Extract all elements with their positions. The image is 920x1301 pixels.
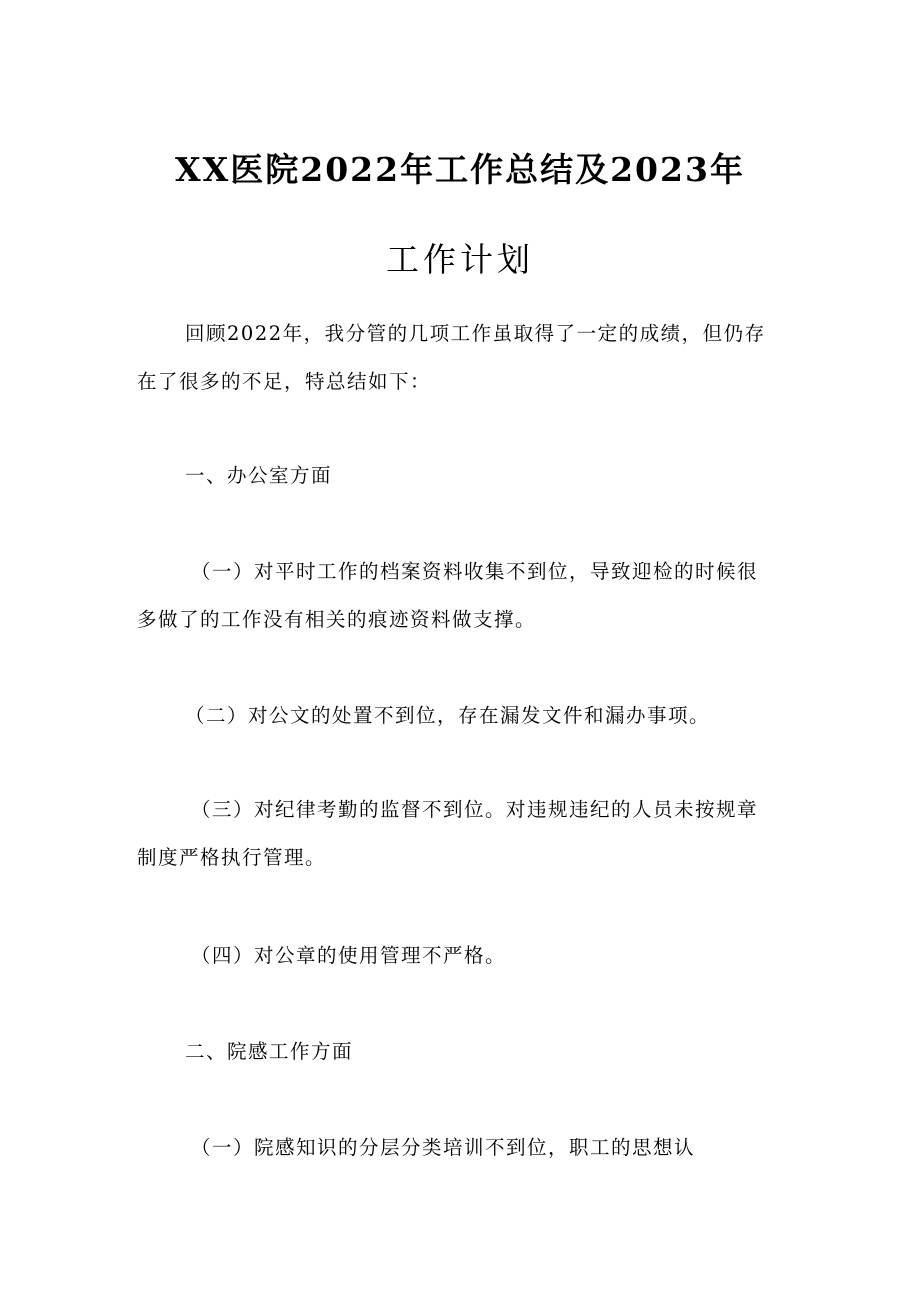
paragraph-line: 多做了的工作没有相关的痕迹资料做支撑。 [137, 608, 537, 631]
document-title-line-2: 工作计划 [386, 240, 534, 279]
paragraph-line: （一）对平时工作的档案资料收集不到位，导致迎检的时候很 [191, 560, 759, 583]
section-heading-office [137, 452, 787, 500]
paragraph-line: 制度严格执行管理。 [137, 846, 327, 869]
paragraph-line: （三）对纪律考勤的监督不到位。对违规违纪的人员未按规章 [191, 798, 759, 821]
section-heading-infection-control [137, 1028, 787, 1076]
heading-line: 一、办公室方面 [185, 464, 333, 487]
paragraph-office-item-2 [137, 692, 787, 740]
paragraph-line: （四）对公章的使用管理不严格。 [191, 944, 507, 967]
paragraph-office-item-3 [137, 786, 787, 882]
paragraph-line: 回顾2022年，我分管的几项工作虽取得了一定的成绩，但仍存 [185, 322, 766, 345]
paragraph-line: （一）院感知识的分层分类培训不到位，职工的思想认 [191, 1136, 696, 1159]
paragraph-office-item-4 [137, 932, 787, 980]
paragraph-intro [137, 310, 787, 406]
paragraph-infection-item-1 [137, 1124, 787, 1172]
paragraph-line: （二）对公文的处置不到位，存在漏发文件和漏办事项。 [185, 704, 711, 727]
paragraph-office-item-1 [137, 548, 787, 644]
document-title-line-1: XX医院2022年工作总结及2023年 [175, 150, 745, 189]
heading-line: 二、院感工作方面 [185, 1040, 354, 1063]
paragraph-line: 在了很多的不足，特总结如下： [137, 370, 432, 393]
